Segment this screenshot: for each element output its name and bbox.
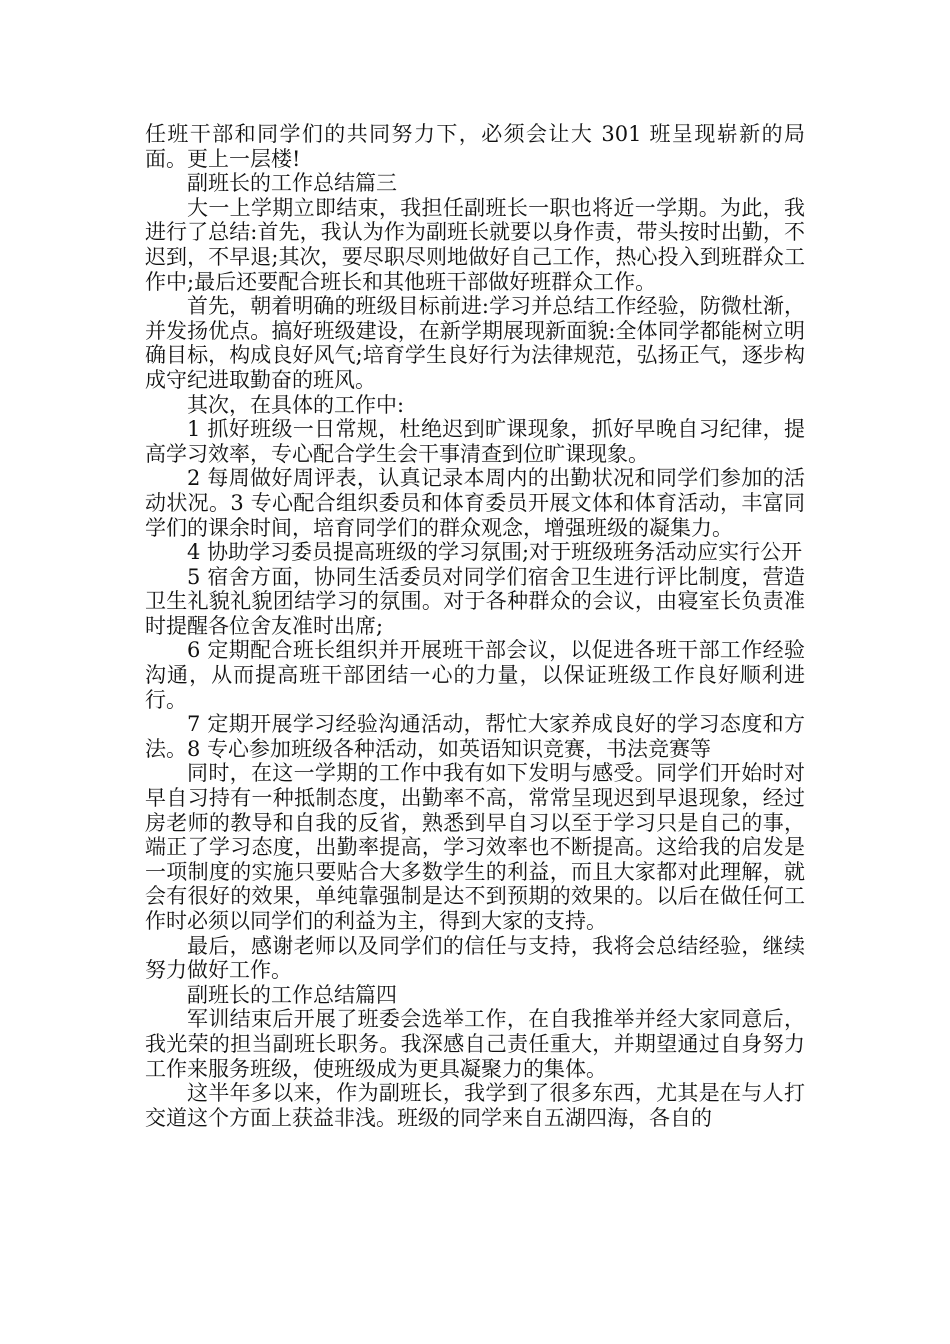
paragraph: 其次，在具体的工作中: [187,392,405,417]
list-paragraph-5: 5 宿舍方面，协同生活委员对同学们宿舍卫生进行评比制度，营造卫生礼貌礼貌团结学习的氛围。对于各种群众的会议，由寝室长负责准时提醒各位舍友准时出席; [145,564,805,638]
paragraph: 最后，感谢老师以及同学们的信任与支持，我将会总结经验，继续努力做好工作。 [145,933,805,983]
paragraph-continuation: 任班干部和同学们的共同努力下，必须会让大 301 班呈现崭新的局面。更上一层楼! [145,122,805,171]
paragraph: 这半年多以来，作为副班长，我学到了很多东西，尤其是在与人打交道这个方面上获益非浅。班级的同学来自五湖四海，各自的 [145,1081,805,1130]
document-page [145,122,805,1130]
paragraph: 首先，朝着明确的班级目标前进:学习并总结工作经验，防微杜渐，并发扬优点。搞好班级建设，在新学期展现新面貌:全体同学都能树立明确目标，构成良好风气;培育学生良好行为法律规范，弘扬正气，逐步构成守纪进取勤奋的班风。 [145,294,805,392]
paragraph: 大一上学期立即结束，我担任副班长一职也将近一学期。为此，我进行了总结:首先，我认为作为副班长就要以身作责，带头按时出勤，不迟到，不早退;其次，要尽职尽则地做好自己工作，热心投入到班群众工作中;最后还要配合班长和其他班干部做好班群众工作。 [145,195,805,294]
list-paragraph-2: 2 每周做好周评表，认真记录本周内的出勤状况和同学们参加的活动状况。3 专心配合组织委员和体育委员开展文体和体育活动，丰富同学们的课余时间，培育同学们的群众观念，增强班级的凝集力。 [145,466,805,540]
list-paragraph-6: 6 定期配合班长组织并开展班干部会议，以促进各班干部工作经验沟通，从而提高班干部团结一心的力量，以保证班级工作良好顺利进行。 [145,638,805,712]
paragraph: 同时，在这一学期的工作中我有如下发明与感受。同学们开始时对早自习持有一种抵制态度，出勤率不高，常常呈现迟到早退现象，经过房老师的教导和自我的反省，熟悉到早自习以至于学习只是自己的事，端正了学习态度，出勤率提高，学习效率也不断提高。这给我的启发是一项制度的实施只要贴合大多数学生的利益，而且大家都对此理解，就会有很好的效果，单纯靠强制是达不到预期的效果的。以后在做任何工作时必须以同学们的利益为主，得到大家的支持。 [145,761,805,933]
section-heading-3: 副班长的工作总结篇三 [187,171,397,196]
list-paragraph-4: 4 协助学习委员提高班级的学习氛围;对于班级班务活动应实行公开 [187,540,803,565]
list-paragraph-1: 1 抓好班级一日常规，杜绝迟到旷课现象，抓好早晚自习纪律，提高学习效率，专心配合学生会干事清查到位旷课现象。 [145,417,805,466]
paragraph: 军训结束后开展了班委会选举工作，在自我推举并经大家同意后，我光荣的担当副班长职务。我深感自己责任重大，并期望通过自身努力工作来服务班级，使班级成为更具凝聚力的集体。 [145,1007,805,1081]
list-paragraph-7: 7 定期开展学习经验沟通活动，帮忙大家养成良好的学习态度和方法。8 专心参加班级各种活动，如英语知识竞赛，书法竞赛等 [145,712,805,761]
section-heading-4: 副班长的工作总结篇四 [187,982,397,1007]
